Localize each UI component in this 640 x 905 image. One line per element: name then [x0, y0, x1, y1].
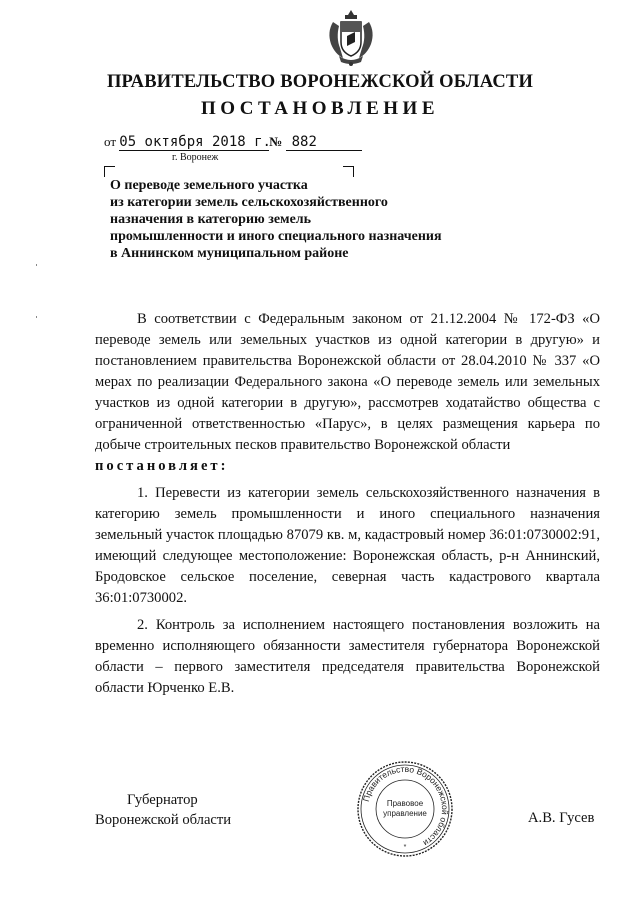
subject-line: в Аннинском муниципальном районе — [110, 246, 349, 261]
subject-bracket-left — [104, 166, 115, 177]
subject-line: из категории земель сельскохозяйственного — [110, 195, 388, 210]
signatory-title — [95, 790, 231, 830]
stamp-ring-text: Правительство Воронежской области — [360, 763, 451, 849]
government-title: ПРАВИТЕЛЬСТВО ВОРОНЕЖСКОЙ ОБЛАСТИ — [106, 72, 534, 92]
resolution-item-2: 2. Контроль за исполнением настоящего постановления возложить на временно исполняющего обязанности заместителя губернатора Воронежской области – первого заместителя председателя правительства Воронежской области Юрченко Е.В. — [95, 617, 600, 696]
place-of-issue: г. Воронеж — [172, 152, 219, 163]
number-label: № — [269, 134, 283, 149]
subject-line: назначения в категорию земель — [110, 212, 312, 227]
resolution-item-1: 1. Перевести из категории земель сельскохозяйственного назначения в категорию земель промышленности и иного специального назначения земельный участок площадью 87079 кв. м, кадастровый номер 36:01:0730002:91, имеющий следующее местоположение: Воронежская область, р-н Аннинский, Бродовское сельское поселение, северная часть кадастрового квартала 36:01:0730002. — [95, 485, 600, 606]
subject-bracket-right — [343, 166, 354, 177]
signatory-title-line: Губернатор — [127, 792, 198, 808]
decree-word: постановляет: — [95, 458, 229, 474]
document-body — [95, 309, 600, 699]
coat-of-arms-emblem — [325, 8, 377, 68]
signatory-name: А.В. Гусев — [528, 810, 595, 826]
document-number: 882 — [286, 135, 362, 151]
preamble-paragraph: В соответствии с Федеральным законом от 21.12.2004 № 172-ФЗ «О переводе земель или земельных участков из одной категории в другую» и постановлением правительства Воронежской области от 28.04.2010 № 337 «О мерах по реализации Федерального закона «О переводе земель или земельных участков из одной категории в другую», рассмотрев ходатайство общества с ограниченной ответственностью «Парус», в целях размещения карьера по добыче строительных песков правительство Воронежской области — [95, 311, 600, 453]
document-type-heading: ПОСТАНОВЛЕНИЕ — [200, 98, 440, 119]
stamp-center-line: Правовое — [386, 799, 424, 808]
date-prefix: от — [104, 134, 117, 149]
subject-line: О переводе земельного участка — [110, 178, 308, 193]
margin-marks — [35, 262, 39, 322]
signatory-title-line: Воронежской области — [95, 812, 232, 828]
stamp-center-line: управление — [383, 809, 427, 818]
official-stamp — [355, 759, 455, 859]
stamp-star: * — [403, 844, 407, 851]
subject-line: промышленности и иного специального назначения — [110, 229, 442, 244]
document-date: 05 октября 2018 г. — [119, 134, 271, 150]
date-number-line — [104, 134, 362, 151]
document-subject — [110, 177, 530, 262]
